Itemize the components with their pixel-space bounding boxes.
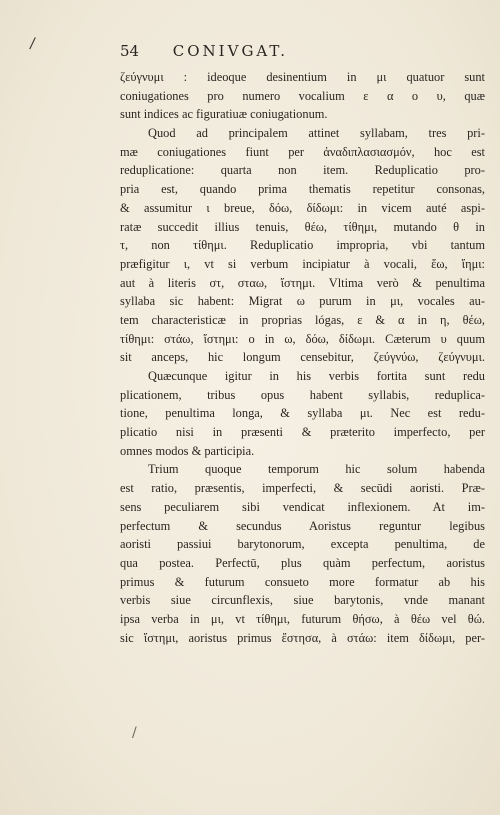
text-line: ratæ succedit illius tenuis, θέω, τίθημι, mutando θ in [120,219,485,234]
text-line: τ, non τίθημι. Reduplicatio impropria, vbi tantum [120,238,485,253]
text-line: omnes modos & participia. [120,443,255,458]
text-line: sens peculiarem sibi vendicat inflexionem. At im- [120,499,485,514]
text-line: pria est, quando prima thematis repetitur consonas, [120,182,485,197]
text-line: est ratio, præsentis, imperfecti, & secūdi aoristi. Præ- [120,481,485,496]
page-number: 54 [120,42,140,60]
text-line: reduplicatione: quarta non item. Reduplicatio pro- [120,163,485,178]
text-line: verbis siue circunflexis, siue barytonis, vnde manant [120,593,485,608]
text-line: aut à literis στ, σταω, ἵστημι. Vltima verò & penultima [120,275,485,290]
text-line: coniugationes pro numero vocalium ε α ο υ, quæ [120,88,485,103]
text-line: plicatio nisi in præsenti & præterito imperfecto, per [120,425,485,440]
text-line: mæ coniugationes fiunt per ἀναδιπλασιασμόν, hoc est [120,144,485,159]
text-line: præfigitur ι, vt si verbum incipiatur à vocali, ἕω, ἵημι: [120,256,485,271]
text-line: sunt indices ac figuratiuæ coniugationum. [120,107,328,122]
text-line: Quæcunque igitur in his verbis fortita sunt redu [148,369,485,383]
text-line: tione, penultima longa, & syllaba μι. Nec est redu- [120,406,485,421]
text-line: τίθημι: στάω, ἵστημι: ο in ω, δόω, δίδωμι. Cæterum υ quum [120,331,485,346]
text-line: sic ἵστημι, aoristus primus ἔστησα, à στάω: item δίδωμι, per- [120,630,485,645]
footer-mark: / [132,725,137,741]
text-line: aoristi passiui barytonorum, excepta penultima, de [120,537,485,552]
text-line: plicationem, tribus opus habent syllabis, reduplica- [120,387,485,402]
page-header [120,42,420,60]
margin-mark: / [28,33,37,53]
body-text [120,68,485,647]
text-line: primus & futurum consueto more formatur ab his [120,574,485,589]
text-line: syllaba sic habent: Migrat ω purum in μι, vocales au- [120,294,485,309]
text-line: ipsa verba in μι, vt τίθημι, futurum θήσω, à θέω vel θώ. [120,611,485,626]
text-line: perfectum & secundus Aoristus reguntur legibus [120,518,485,533]
text-line: Quod ad principalem attinet syllabam, tres pri- [148,126,485,141]
text-line: & assumitur ι breue, δόω, δίδωμι: in vicem auté aspi- [120,200,485,215]
text-line: Trium quoque temporum hic solum habenda [148,462,485,477]
text-line: sit anceps, hic longum censebitur, ζεύγνύω, ζεύγνυμι. [120,350,485,365]
running-title: CONIVGAT. [172,42,289,60]
text-line: ζεύγνυμι : ideoque desinentium in μι quatuor sunt [120,70,485,84]
text-line: tem characteristicæ in proprias lógas, ε & α in η, θέω, [120,312,485,327]
text-line: qua postea. Perfectū, plus quàm perfectum, aoristus [120,555,485,570]
